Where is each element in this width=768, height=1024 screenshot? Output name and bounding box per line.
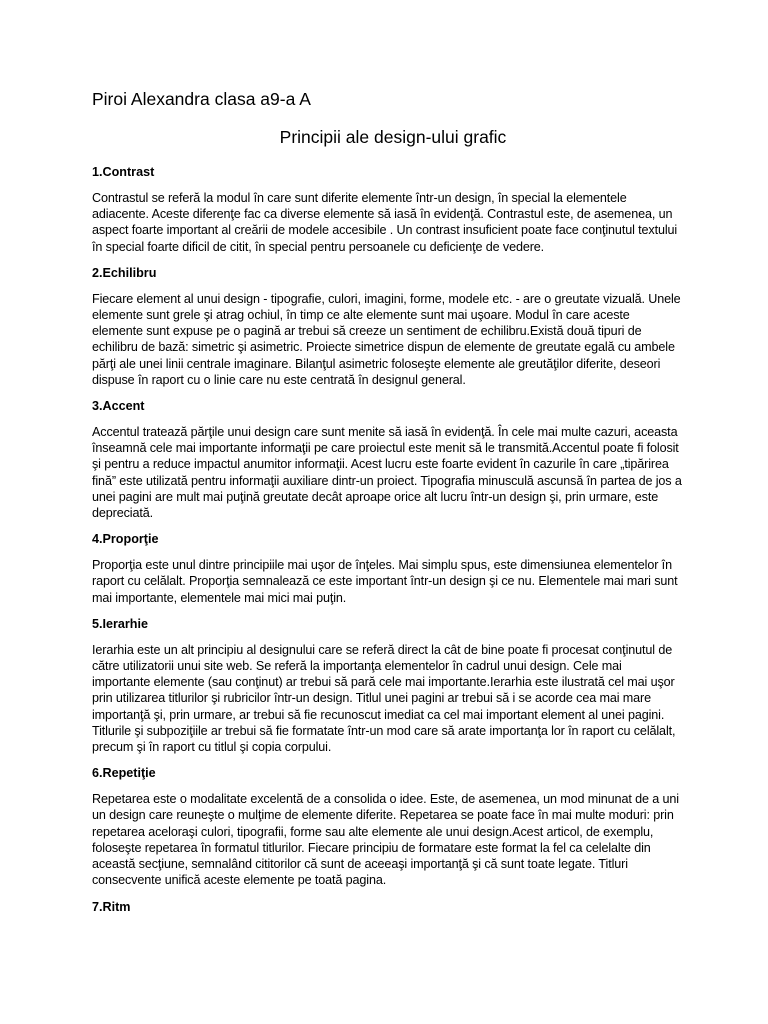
section-ritm: [92, 899, 682, 915]
section-paragraph: Contrastul se referă la modul în care sunt diferite elemente într-un design, în special la elementele adiacente. Aceste diferenţe fac ca diverse elemente să iasă în evidenţă. Contrastul este, de asemenea, un aspect foarte important al creării de modele accesibile . Un contrast insuficient poate face conţinutul textului în special foarte dificil de citit, în special pentru persoanele cu deficienţe de vedere.: [92, 191, 678, 254]
author-line: Piroi Alexandra clasa a9-a A: [92, 89, 311, 109]
section-accent: [92, 398, 682, 521]
section-heading: 6.Repetiţie: [92, 766, 156, 781]
section-echilibru: [92, 265, 682, 388]
section-paragraph: Accentul tratează părţile unui design care sunt menite să iasă în evidenţă. În cele mai multe cazuri, aceasta înseamnă cele mai importante informaţii pe care proiectul este menit să le transmită.Accentul poate fi folosit şi pentru a reduce impactul anumitor informaţii. Acest lucru este foarte evident în cazurile în care „tipărirea fină” este utilizată pentru informaţii auxiliare dintr-un proiect. Tipografia minusculă ascunsă în partea de jos a unei pagini are mult mai puţină greutate decât aproape orice alt lucru într-un design şi, prin urmare, este depreciată.: [92, 425, 682, 521]
section-paragraph: Repetarea este o modalitate excelentă de a consolida o idee. Este, de asemenea, un mod minunat de a uni un design care reuneşte o mulţime de elemente diferite. Repetarea se poate face în mai multe moduri: prin repetarea aceloraşi culori, tipografii, forme sau alte elemente ale unui design.Acest articol, de exemplu, foloseşte repetarea în formatul titlurilor. Fiecare principiu de formatare este format la fel ca celelalte din această secţiune, semnalând cititorilor că sunt de aceeaşi importanţă şi că sunt toate legate. Titluri consecvente unifică aceste elemente pe toată pagina.: [92, 792, 679, 888]
section-heading: 7.Ritm: [92, 899, 131, 914]
document-title: Principii ale design-ului grafic: [279, 127, 507, 147]
section-proportie: [92, 531, 682, 606]
section-heading: 3.Accent: [92, 399, 145, 414]
section-heading: 1.Contrast: [92, 165, 155, 179]
section-paragraph: Proporţia este unul dintre principiile mai uşor de înţeles. Mai simplu spus, este dimensiunea elementelor în raport cu celălalt. Proporţia semnalează ce este important într-un design şi ce nu. Elementele mai mari sunt mai importante, elementele mai mici mai puţin.: [92, 558, 678, 605]
section-repetitie: [92, 765, 682, 888]
section-paragraph: Ierarhia este un alt principiu al designului care se referă direct la cât de bine poate fi procesat conţinutul de către utilizatorii unui site web. Se referă la importanţa elementelor în cadrul unui design. Cele mai importante elemente (sau conţinut) ar trebui să pară cele mai importante.Ierarhia este ilustrată cel mai uşor prin utilizarea titlurilor şi rubricilor într-un design. Titlul unei pagini ar trebui să i se acorde cea mai mare importanţă şi, prin urmare, ar trebui să fie recunoscut imediat ca cel mai important element al unei pagini. Titlurile şi subpoziţiile ar trebui să fie formatate într-un mod care să arate importanţa lor în raport cu celălalt, precum şi în raport cu titlul şi copia corpului.: [92, 642, 676, 755]
document-page: [92, 86, 682, 925]
section-heading: 4.Proporţie: [92, 532, 159, 547]
section-paragraph: Fiecare element al unui design - tipografie, culori, imagini, forme, modele etc. - are o greutate vizuală. Unele elemente sunt grele şi atrag ochiul, în timp ce alte elemente sunt mai uşoare. Modul în care aceste elemente sunt expuse pe o pagină ar trebui să creeze un sentiment de echilibru.Există două tipuri de echilibru de bază: simetric şi asimetric. Proiecte simetrice dispun de elemente de greutate egală cu ambele părţi ale unei linii centrale imaginare. Bilanţul asimetric foloseşte elemente ale greutăţilor diferite, deseori dispuse în raport cu o linie care nu este centrată în designul general.: [92, 291, 681, 387]
section-contrast: [92, 164, 682, 255]
section-heading: 2.Echilibru: [92, 265, 157, 280]
section-ierarhie: [92, 616, 682, 755]
section-heading: 5.Ierarhie: [92, 616, 149, 631]
